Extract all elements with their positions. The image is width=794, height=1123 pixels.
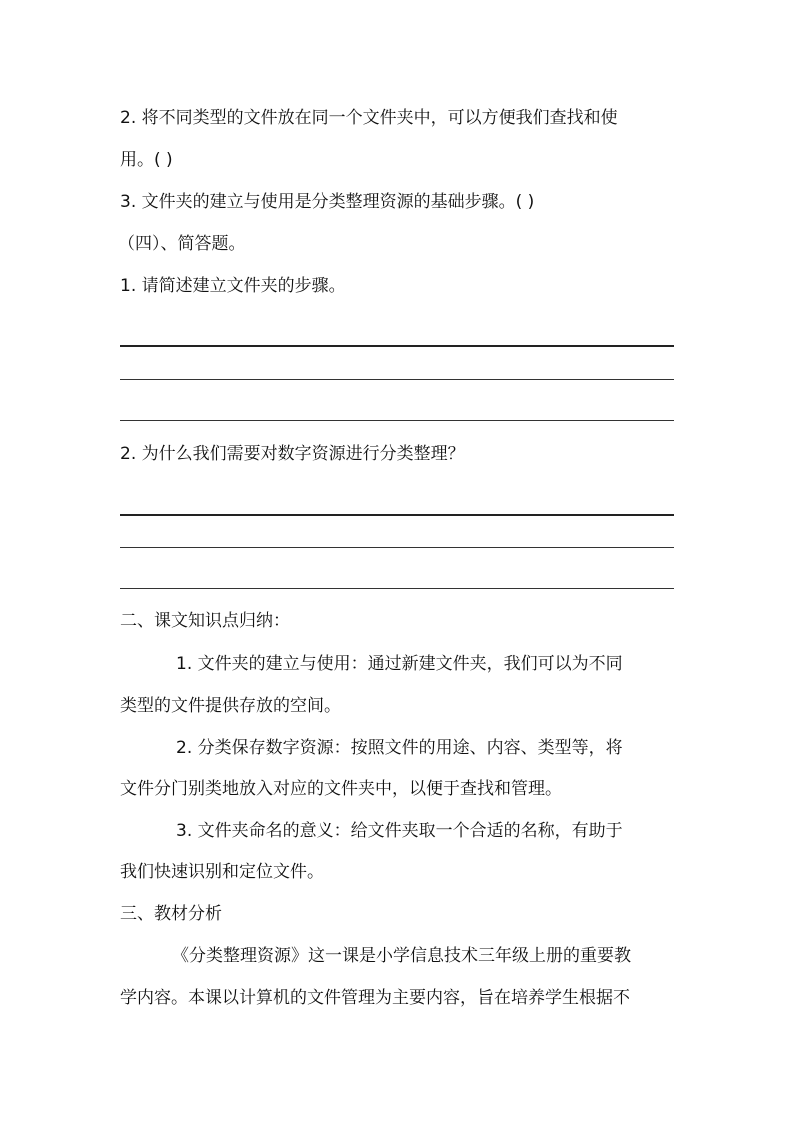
short-answer-heading: （四）、简答题。 bbox=[118, 234, 246, 254]
answer-line bbox=[120, 547, 674, 548]
answer-line bbox=[120, 379, 674, 380]
answer-line bbox=[120, 588, 674, 589]
analysis-paragraph-line-1: 《分类整理资源》这一课是小学信息技术三年级上册的重要教 bbox=[172, 946, 631, 966]
answer-line bbox=[120, 420, 674, 421]
tf-question-3: 3. 文件夹的建立与使用是分类整理资源的基础步骤。( ) bbox=[120, 192, 535, 212]
knowledge-point-1-line-2: 类型的文件提供存放的空间。 bbox=[120, 696, 341, 716]
analysis-heading: 三、教材分析 bbox=[120, 904, 222, 924]
answer-line bbox=[120, 345, 674, 347]
knowledge-point-3-line-1: 3. 文件夹命名的意义：给文件夹取一个合适的名称，有助于 bbox=[176, 821, 623, 841]
tf-question-2-line-2: 用。( ) bbox=[120, 150, 173, 170]
knowledge-point-2-line-2: 文件分门别类地放入对应的文件夹中，以便于查找和管理。 bbox=[120, 779, 562, 799]
knowledge-point-2-line-1: 2. 分类保存数字资源：按照文件的用途、内容、类型等，将 bbox=[176, 738, 623, 758]
knowledge-point-1-line-1: 1. 文件夹的建立与使用：通过新建文件夹，我们可以为不同 bbox=[176, 654, 623, 674]
short-answer-question-2: 2. 为什么我们需要对数字资源进行分类整理？ bbox=[120, 444, 465, 464]
knowledge-point-3-line-2: 我们快速识别和定位文件。 bbox=[120, 862, 324, 882]
analysis-paragraph-line-2: 学内容。本课以计算机的文件管理为主要内容，旨在培养学生根据不 bbox=[120, 988, 630, 1008]
tf-question-2-line-1: 2. 将不同类型的文件放在同一个文件夹中，可以方便我们查找和使 bbox=[120, 108, 618, 128]
answer-line bbox=[120, 514, 674, 516]
short-answer-question-1: 1. 请简述建立文件夹的步骤。 bbox=[120, 276, 346, 296]
knowledge-heading: 二、课文知识点归纳： bbox=[120, 611, 290, 631]
